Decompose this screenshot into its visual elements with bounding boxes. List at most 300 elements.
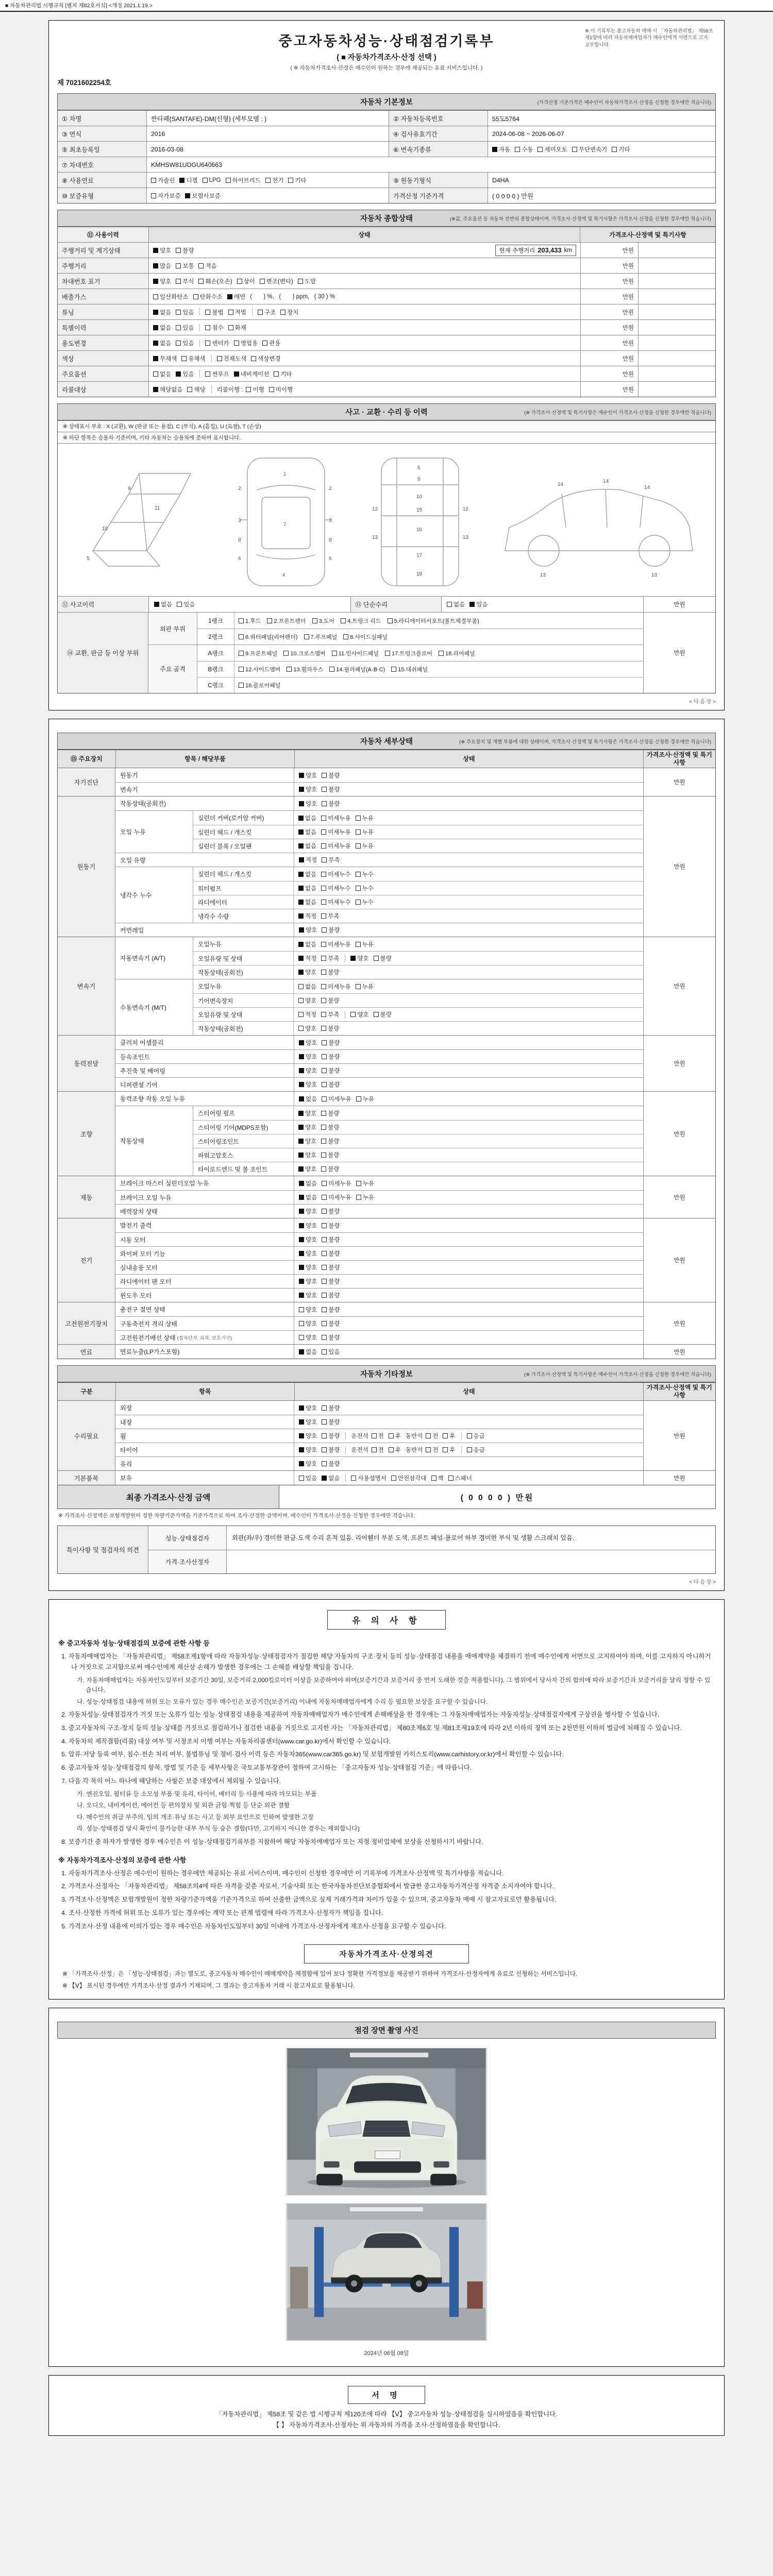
checkbox[interactable] bbox=[322, 1179, 351, 1188]
device-group bbox=[58, 1344, 715, 1359]
checkbox[interactable] bbox=[322, 1319, 340, 1328]
remark-cell bbox=[638, 351, 715, 366]
checkbox[interactable] bbox=[356, 1193, 374, 1201]
checkbox-label: 불량 bbox=[328, 1040, 340, 1046]
checkbox[interactable] bbox=[321, 1010, 339, 1019]
checkbox[interactable] bbox=[356, 1095, 374, 1103]
checkbox[interactable] bbox=[283, 649, 325, 657]
checkbox[interactable] bbox=[322, 1053, 340, 1061]
checkbox[interactable] bbox=[251, 354, 280, 363]
status-cell bbox=[148, 258, 580, 273]
checkbox[interactable] bbox=[299, 1291, 317, 1299]
checkbox[interactable] bbox=[322, 1235, 340, 1244]
checkbox[interactable] bbox=[193, 293, 223, 301]
svg-text:12: 12 bbox=[372, 506, 378, 512]
checkbox[interactable] bbox=[176, 246, 194, 255]
checkbox[interactable] bbox=[239, 681, 280, 689]
checkbox[interactable] bbox=[356, 982, 374, 991]
field-value: 2016 bbox=[146, 126, 389, 141]
section-title: 자동차 기타정보 bbox=[360, 1370, 413, 1379]
checkbox[interactable] bbox=[467, 1432, 485, 1440]
checkbox[interactable] bbox=[299, 1053, 317, 1061]
notice-paragraph: 가. 자동차매매업자는 자동차인도일부터 보증기간 30일, 보증거리 2,000킬로미터 이상을 보증하여야 하며(보증기간과 보증거리 중 먼저 도래한 것을 적용합니다), 그 범위에서 당사자 간의 합의에 따라 보증기간과 보증거리를 달리 정할 수 있습니다. bbox=[77, 1676, 711, 1694]
checkbox[interactable] bbox=[151, 192, 180, 200]
checkbox[interactable] bbox=[298, 870, 316, 878]
checkbox-label: 양호 bbox=[306, 801, 317, 807]
checkbox[interactable] bbox=[322, 1066, 340, 1075]
checkbox-label: 없음 bbox=[306, 1180, 317, 1187]
status-cell bbox=[294, 1415, 643, 1429]
checkbox[interactable] bbox=[234, 339, 258, 347]
checkbox[interactable] bbox=[176, 370, 194, 378]
checkbox[interactable] bbox=[322, 1348, 340, 1356]
checkbox[interactable] bbox=[322, 1249, 340, 1258]
option-divider bbox=[345, 1432, 346, 1440]
checkbox[interactable] bbox=[226, 176, 261, 184]
checkbox-label: 적정 bbox=[306, 857, 317, 863]
section-note: (※ 가격조사·산정액 및 특기사항은 매수인이 가격조사·산정을 신청한 경우에만 적습니다) bbox=[524, 410, 711, 416]
checkbox[interactable] bbox=[321, 912, 339, 920]
checkbox[interactable] bbox=[177, 600, 195, 608]
checkbox[interactable] bbox=[298, 842, 316, 850]
checkbox[interactable] bbox=[298, 1024, 316, 1032]
checkbox[interactable] bbox=[153, 354, 177, 363]
field-value: ( 0 0 0 0 ) 만원 bbox=[488, 188, 715, 203]
price-cell: 만원 bbox=[643, 796, 715, 937]
checkbox-label: 보통 bbox=[182, 263, 194, 269]
checkbox-label: 후 bbox=[395, 1433, 401, 1439]
checkbox[interactable] bbox=[299, 1249, 317, 1258]
checkbox[interactable] bbox=[298, 898, 316, 906]
table-row bbox=[197, 645, 643, 661]
field-value: D4HA bbox=[488, 173, 715, 188]
checkbox[interactable] bbox=[205, 324, 223, 332]
checkbox[interactable] bbox=[299, 1404, 317, 1412]
checkbox[interactable] bbox=[426, 1446, 438, 1454]
sub-item-label: 오일유량 및 상태 bbox=[193, 1008, 294, 1021]
checkbox[interactable] bbox=[385, 649, 432, 657]
checkbox[interactable] bbox=[299, 1474, 317, 1482]
checkbox[interactable] bbox=[322, 1263, 340, 1272]
device-group bbox=[58, 1470, 715, 1485]
checkbox[interactable] bbox=[356, 884, 374, 892]
table-row bbox=[58, 335, 715, 350]
checkbox[interactable] bbox=[299, 1207, 317, 1215]
checkbox[interactable] bbox=[198, 277, 232, 285]
checkbox[interactable] bbox=[153, 339, 171, 347]
checkbox[interactable] bbox=[343, 633, 388, 641]
checkbox[interactable] bbox=[322, 1207, 340, 1215]
checkbox[interactable] bbox=[298, 1109, 316, 1117]
emission-values: ( ) %, ( ) ppm, ( 30 ) % bbox=[250, 293, 335, 300]
checkbox[interactable] bbox=[321, 954, 339, 962]
checkbox-label: 불법 bbox=[212, 309, 224, 316]
checkbox[interactable] bbox=[356, 828, 374, 836]
checkbox[interactable] bbox=[374, 954, 392, 962]
checkbox[interactable] bbox=[443, 1446, 455, 1454]
checkbox[interactable] bbox=[299, 1080, 317, 1089]
checkbox[interactable] bbox=[153, 262, 171, 270]
checkbox[interactable] bbox=[322, 1474, 340, 1482]
checkbox[interactable] bbox=[176, 277, 194, 285]
checkbox[interactable] bbox=[299, 1193, 317, 1201]
checkbox[interactable] bbox=[153, 277, 171, 285]
checkbox[interactable] bbox=[298, 814, 316, 822]
checkbox[interactable] bbox=[321, 1109, 339, 1117]
item-label: 브레이크 마스터 실린더오일 누유 bbox=[115, 1176, 294, 1190]
checkbox[interactable] bbox=[234, 370, 270, 378]
table-row bbox=[115, 1092, 643, 1106]
status-cell bbox=[294, 1471, 643, 1485]
checkbox[interactable] bbox=[298, 884, 316, 892]
status-cell bbox=[294, 1106, 643, 1120]
item-label: 라디에이터 팬 모터 bbox=[115, 1275, 294, 1288]
item-label: 냉각수 누수 bbox=[115, 867, 193, 923]
sub-item-label: 실린더 헤드 / 개스킷 bbox=[193, 867, 294, 881]
checkbox[interactable] bbox=[269, 385, 293, 394]
checkbox-label: 양호 bbox=[306, 787, 317, 793]
checkbox[interactable] bbox=[299, 771, 317, 779]
checkbox[interactable] bbox=[447, 600, 465, 608]
checkbox[interactable] bbox=[153, 293, 189, 301]
checkbox[interactable] bbox=[321, 898, 350, 906]
item-label: 와이퍼 모터 기능 bbox=[115, 1247, 294, 1260]
checkbox[interactable] bbox=[351, 1474, 386, 1482]
checkbox[interactable] bbox=[448, 1474, 472, 1482]
section-overall-status bbox=[57, 210, 716, 227]
checkbox[interactable] bbox=[239, 617, 261, 625]
remark-cell bbox=[638, 382, 715, 397]
checkbox[interactable] bbox=[322, 1432, 340, 1440]
rank-items bbox=[234, 629, 643, 645]
checkbox[interactable] bbox=[388, 617, 479, 625]
checkbox[interactable] bbox=[322, 1222, 340, 1230]
checkbox[interactable] bbox=[239, 665, 280, 673]
checkbox[interactable] bbox=[187, 385, 205, 394]
status-cell bbox=[294, 1162, 643, 1176]
checkbox[interactable] bbox=[153, 385, 182, 394]
checkbox[interactable] bbox=[299, 785, 317, 793]
option-divider bbox=[252, 308, 253, 316]
checkbox-label: 있음 bbox=[182, 340, 194, 347]
checkbox-label: 미세누유 bbox=[328, 1195, 351, 1201]
checkbox-label: 기타 bbox=[295, 177, 307, 184]
checkbox[interactable] bbox=[287, 665, 323, 673]
checkbox[interactable] bbox=[298, 940, 316, 948]
checkbox[interactable] bbox=[267, 617, 306, 625]
table-row bbox=[58, 141, 715, 157]
checkbox[interactable] bbox=[443, 1432, 455, 1440]
checkbox[interactable] bbox=[322, 1460, 340, 1468]
checkbox[interactable] bbox=[153, 246, 171, 255]
checkbox[interactable] bbox=[515, 145, 533, 154]
field-value bbox=[146, 188, 389, 203]
checkbox[interactable] bbox=[356, 842, 374, 850]
checkbox[interactable] bbox=[299, 1333, 317, 1342]
checkbox[interactable] bbox=[299, 1460, 317, 1468]
checkbox[interactable] bbox=[298, 1165, 316, 1173]
checkbox[interactable] bbox=[321, 1151, 339, 1159]
checkbox[interactable] bbox=[374, 1010, 392, 1019]
checkbox[interactable] bbox=[299, 800, 317, 808]
checkbox[interactable] bbox=[179, 176, 197, 184]
option-divider bbox=[461, 1432, 462, 1440]
checkbox[interactable] bbox=[153, 324, 171, 332]
sub-item-label: 라디에이터 bbox=[193, 895, 294, 909]
checkbox[interactable] bbox=[176, 262, 194, 270]
checkbox[interactable] bbox=[322, 1193, 351, 1201]
status-cell bbox=[148, 289, 580, 304]
checkbox-label: 전체도색 bbox=[223, 355, 247, 362]
checkbox[interactable] bbox=[299, 1348, 317, 1356]
checkbox[interactable] bbox=[299, 1319, 317, 1328]
checkbox[interactable] bbox=[356, 898, 374, 906]
checkbox[interactable] bbox=[299, 1306, 317, 1314]
status-cell bbox=[294, 811, 643, 825]
checkbox[interactable] bbox=[298, 1151, 316, 1159]
checkbox[interactable] bbox=[321, 1165, 339, 1173]
checkbox[interactable] bbox=[322, 1333, 340, 1342]
checkbox[interactable] bbox=[217, 354, 246, 363]
checkbox[interactable] bbox=[239, 633, 298, 641]
checkbox[interactable] bbox=[426, 1432, 438, 1440]
checkbox[interactable] bbox=[356, 1179, 374, 1188]
row-label: 리콜대상 bbox=[58, 382, 148, 397]
checkbox[interactable] bbox=[329, 665, 385, 673]
checkbox[interactable] bbox=[198, 262, 216, 270]
table-row bbox=[58, 110, 715, 126]
checkbox[interactable] bbox=[322, 1404, 340, 1412]
checkbox[interactable] bbox=[299, 1095, 317, 1103]
item-label: 오일 유량 bbox=[115, 853, 294, 867]
checkbox[interactable] bbox=[237, 277, 255, 285]
checkbox[interactable] bbox=[274, 370, 292, 378]
item-label: 수동변속기 (M/T) bbox=[115, 979, 193, 1035]
price-cell: 만원 bbox=[580, 320, 638, 335]
checkbox[interactable] bbox=[299, 856, 317, 864]
checkbox[interactable] bbox=[299, 1235, 317, 1244]
checkbox[interactable] bbox=[239, 649, 277, 657]
checkbox[interactable] bbox=[322, 856, 340, 864]
svg-text:6: 6 bbox=[329, 556, 332, 562]
table-row bbox=[115, 1429, 643, 1443]
row-label: 튜닝 bbox=[58, 304, 148, 319]
checkbox[interactable] bbox=[322, 1418, 340, 1426]
status-cell bbox=[148, 366, 580, 381]
checkbox[interactable] bbox=[321, 884, 350, 892]
checkbox[interactable] bbox=[372, 1432, 384, 1440]
checkbox[interactable] bbox=[356, 940, 374, 948]
rank-name: A랭크 bbox=[197, 645, 234, 661]
checkbox[interactable] bbox=[176, 324, 194, 332]
checkbox[interactable] bbox=[391, 1474, 427, 1482]
checkbox[interactable] bbox=[467, 1446, 485, 1454]
checkbox[interactable] bbox=[322, 1291, 340, 1299]
checkbox[interactable] bbox=[321, 982, 350, 991]
checkbox[interactable] bbox=[227, 293, 245, 301]
checkbox[interactable] bbox=[537, 145, 567, 154]
checkbox-label: 양호 bbox=[306, 1293, 317, 1299]
checkbox[interactable] bbox=[299, 1179, 317, 1188]
checkbox[interactable] bbox=[228, 308, 246, 316]
checkbox[interactable] bbox=[280, 308, 298, 316]
checkbox[interactable] bbox=[322, 1080, 340, 1089]
checkbox[interactable] bbox=[350, 1010, 368, 1019]
table-row bbox=[58, 381, 715, 397]
checkbox[interactable] bbox=[321, 828, 350, 836]
checkbox[interactable] bbox=[298, 996, 316, 1005]
checkbox[interactable] bbox=[350, 954, 368, 962]
checkbox-label: 11.인사이드패널 bbox=[338, 650, 379, 657]
checkbox[interactable] bbox=[321, 1024, 339, 1032]
checkbox-label: 양호 bbox=[305, 1026, 317, 1032]
checkbox[interactable] bbox=[321, 1137, 339, 1145]
checkbox[interactable] bbox=[492, 145, 510, 154]
checkbox[interactable] bbox=[298, 968, 316, 976]
checkbox[interactable] bbox=[312, 617, 334, 625]
checkbox[interactable] bbox=[228, 324, 246, 332]
checkbox-label: 양호 bbox=[306, 1279, 317, 1285]
checkbox[interactable] bbox=[372, 1446, 384, 1454]
option-divider bbox=[199, 308, 200, 316]
checkbox[interactable] bbox=[181, 354, 205, 363]
checkbox-label: 불량 bbox=[328, 1237, 340, 1243]
checkbox[interactable] bbox=[185, 192, 221, 200]
checkbox[interactable] bbox=[612, 145, 630, 154]
checkbox[interactable] bbox=[321, 842, 350, 850]
checkbox[interactable] bbox=[298, 828, 316, 836]
checkbox[interactable] bbox=[262, 339, 280, 347]
checkbox[interactable] bbox=[299, 1418, 317, 1426]
checkbox[interactable] bbox=[322, 926, 340, 934]
checkbox[interactable] bbox=[153, 308, 171, 316]
checkbox[interactable] bbox=[205, 339, 229, 347]
checkbox-label: 양호 bbox=[160, 278, 172, 285]
checkbox-label: 장치 bbox=[287, 309, 299, 316]
checkbox[interactable] bbox=[322, 1446, 340, 1454]
checkbox[interactable] bbox=[298, 1137, 316, 1145]
checkbox[interactable] bbox=[265, 176, 283, 184]
checkbox[interactable] bbox=[298, 982, 316, 991]
checkbox-label: 많음 bbox=[160, 263, 172, 269]
checkbox[interactable] bbox=[260, 277, 293, 285]
status-cell bbox=[148, 597, 350, 612]
checkbox[interactable] bbox=[322, 1277, 340, 1285]
checkbox[interactable] bbox=[389, 1446, 401, 1454]
checkbox[interactable] bbox=[391, 665, 428, 673]
svg-text:3: 3 bbox=[329, 518, 332, 523]
sub-item-label: 기어변속장치 bbox=[193, 994, 294, 1007]
status-cell bbox=[294, 994, 643, 1007]
checkbox[interactable] bbox=[298, 1123, 316, 1131]
checkbox-label: 없음 bbox=[305, 871, 317, 878]
checkbox-label: 후 bbox=[449, 1433, 456, 1439]
device-group-name: 원동기 bbox=[58, 796, 115, 937]
checkbox[interactable] bbox=[298, 1010, 316, 1019]
checkbox-label: 6.쿼터패널(리어펜더) bbox=[245, 634, 298, 640]
checkbox[interactable] bbox=[299, 926, 317, 934]
checkbox-label: 양호 bbox=[306, 1335, 317, 1341]
status-cell bbox=[294, 1401, 643, 1415]
checkbox[interactable] bbox=[322, 1039, 340, 1047]
checkbox[interactable] bbox=[321, 1123, 339, 1131]
checkbox[interactable] bbox=[341, 617, 381, 625]
checkbox[interactable] bbox=[322, 771, 340, 779]
checkbox-label: 없음 bbox=[160, 309, 172, 316]
checkbox[interactable] bbox=[205, 370, 229, 378]
checkbox[interactable] bbox=[203, 177, 221, 183]
basic-info-table bbox=[57, 110, 716, 204]
checkbox[interactable] bbox=[299, 1039, 317, 1047]
checkbox[interactable] bbox=[356, 870, 374, 878]
checkbox[interactable] bbox=[322, 1306, 340, 1314]
checkbox[interactable] bbox=[298, 912, 316, 920]
price-cell: 만원 bbox=[643, 1345, 715, 1359]
checkbox[interactable] bbox=[153, 370, 171, 378]
checkbox[interactable] bbox=[299, 1222, 317, 1230]
sub-item-label: 스티어링 펌프 bbox=[193, 1106, 294, 1120]
checkbox[interactable] bbox=[431, 1474, 444, 1482]
checkbox[interactable] bbox=[299, 1263, 317, 1272]
checkbox[interactable] bbox=[322, 800, 340, 808]
signature-line: 【 】 자동차가격조사·산정자는 위 자동차의 가격을 조사·산정하였음을 확인합니다. bbox=[273, 2421, 500, 2429]
checkbox[interactable] bbox=[572, 145, 608, 154]
checkbox[interactable] bbox=[439, 649, 475, 657]
checkbox-label: 무단변속기 bbox=[578, 146, 608, 153]
checkbox[interactable] bbox=[151, 176, 175, 184]
checkbox[interactable] bbox=[299, 1432, 317, 1440]
checkbox[interactable] bbox=[298, 954, 316, 962]
checkbox[interactable] bbox=[469, 600, 488, 608]
checkbox[interactable] bbox=[154, 600, 172, 608]
checkbox-label: 영업용 bbox=[240, 340, 258, 347]
checkbox[interactable] bbox=[389, 1432, 401, 1440]
opinion-group-label: 특이사항 및 점검자의 의견 bbox=[58, 1526, 148, 1573]
valuation-note: ※ 「가격조사·산정」은 「성능·상태점검」과는 별도로, 중고자동차 매수인이 매매계약을 체결함에 있어 보다 정확한 가격정보를 제공받기 위하여 가격조사·산정자에게 유료로 신청하는 서비스입니다. bbox=[62, 1970, 578, 1977]
svg-text:16: 16 bbox=[416, 527, 423, 533]
checkbox-label: 있음 bbox=[182, 309, 194, 316]
checkbox[interactable] bbox=[299, 1066, 317, 1075]
checkbox[interactable] bbox=[246, 385, 264, 394]
checkbox[interactable] bbox=[322, 1095, 351, 1103]
checkbox[interactable] bbox=[299, 1446, 317, 1454]
valuation-note: ※ 【Ⅴ】 표시된 경우에만 가격조사·산정 결과가 기재되며, 그 결과는 중고자동차 거래 시 참고자료로 활용됩니다. bbox=[62, 1982, 355, 1990]
checkbox[interactable] bbox=[322, 785, 340, 793]
checkbox[interactable] bbox=[176, 308, 194, 316]
checkbox[interactable] bbox=[321, 814, 350, 822]
checkbox-label: 1.후드 bbox=[245, 618, 261, 624]
checkbox[interactable] bbox=[321, 968, 339, 976]
row-label: 주행거리 및 계기상태 bbox=[58, 243, 148, 258]
checkbox[interactable] bbox=[299, 1277, 317, 1285]
checkbox[interactable] bbox=[258, 308, 276, 316]
checkbox[interactable] bbox=[205, 308, 223, 316]
checkbox[interactable] bbox=[356, 814, 374, 822]
checkbox[interactable] bbox=[288, 176, 306, 184]
notice-paragraph: ※ 중고자동차 성능·상태점검의 보증에 관한 사항 등 bbox=[58, 1639, 210, 1647]
checkbox[interactable] bbox=[321, 940, 350, 948]
checkbox-label: 관용 bbox=[269, 340, 281, 347]
checkbox[interactable] bbox=[332, 649, 379, 657]
checkbox[interactable] bbox=[321, 996, 339, 1005]
row-label: 차대번호 표기 bbox=[58, 274, 148, 289]
checkbox[interactable] bbox=[298, 277, 316, 285]
checkbox[interactable] bbox=[321, 870, 350, 878]
checkbox-label: LPG bbox=[209, 177, 221, 183]
checkbox[interactable] bbox=[176, 339, 194, 347]
checkbox[interactable] bbox=[304, 633, 338, 641]
sub-item-label: 파워고압호스 bbox=[193, 1148, 294, 1162]
